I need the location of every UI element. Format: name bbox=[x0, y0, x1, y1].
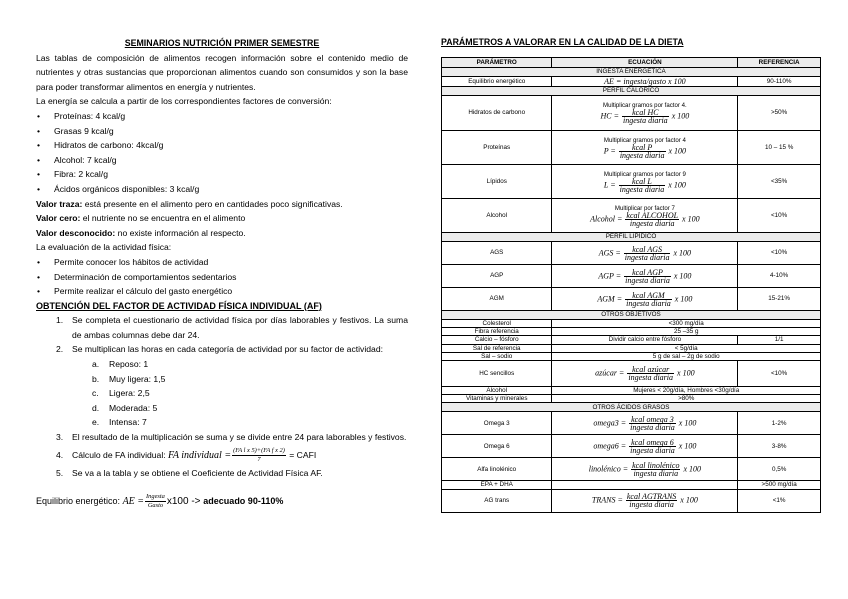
table-row: Omega 3 omega3 = $\frac{\text{kcal omega 3}}{\text{ingesta diaria}}$ x 100 1-2% bbox=[442, 412, 821, 435]
af-section-title: OBTENCIÓN DEL FACTOR DE ACTIVIDAD FÍSICA INDIVIDUAL (AF) bbox=[36, 300, 322, 311]
step-2-text: Se multiplican las horas en cada categoría de actividad por su factor de actividad: bbox=[72, 344, 383, 355]
left-column bbox=[36, 36, 408, 511]
factor-item: • Ácidos orgánicos disponibles: 3 kcal/g bbox=[36, 182, 408, 197]
eval-item: • Permite conocer los hábitos de actividad bbox=[36, 255, 408, 270]
table-row: HC sencillos azúcar = $\frac{\text{kcal azúcar}}{\text{ingesta diaria}}$ x 100 <10% bbox=[442, 361, 821, 387]
energy-balance: Equilibrio energético: AE = $\frac{\text{Ingesta}}{\text{Gasto}}$ x100 -> adecuado 90-110% bbox=[36, 493, 284, 510]
traza-text: está presente en el alimento pero en cantidades poco significativas. bbox=[82, 198, 343, 209]
table-row: EPA + DHA >500 mg/día bbox=[442, 481, 821, 489]
eval-item: • Determinación de comportamientos sedentarios bbox=[36, 270, 408, 285]
table-row: Hidratos de carbono Multiplicar gramos por factor 4. HC = $\frac{\text{kcal HC}}{\text{ingesta diaria}}$ x 100 >50% bbox=[442, 96, 821, 131]
step-1: 1. Se completa el cuestionario de actividad física por días laborables y festivos. La suma de ambas columnas debe dar 24. bbox=[56, 315, 408, 340]
cero-label: Valor cero: bbox=[36, 213, 81, 224]
activity-level: c. Ligera: 2,5 bbox=[92, 388, 150, 399]
table-row: Proteínas Multiplicar gramos por factor 4 P = $\frac{\text{kcal P}}{\text{ingesta diaria}}$ x 100 10 – 15 % bbox=[442, 131, 821, 165]
table-row: Omega 6 omega6 = $\frac{\text{kcal omega 6}}{\text{ingesta diaria}}$ x 100 3-8% bbox=[442, 435, 821, 458]
activity-level: e. Intensa: 7 bbox=[92, 417, 147, 428]
cero-definition bbox=[36, 211, 408, 226]
document-title: SEMINARIOS NUTRICIÓN PRIMER SEMESTRE bbox=[124, 38, 320, 48]
energy-line: La energía se calcula a partir de los correspondientes factores de conversión: bbox=[36, 96, 332, 107]
table-row: Fibra referencia 25 –35 g bbox=[442, 328, 821, 336]
balance-equation: AE = $\frac{\text{Ingesta}}{\text{Gasto}}$ x100 -> bbox=[122, 493, 204, 510]
cero-text: el nutriente no se encuentra en el alimento bbox=[80, 213, 246, 224]
table-row: Colesterol <300 mg/día bbox=[442, 320, 821, 328]
traza-definition bbox=[36, 197, 408, 212]
step-2: 2. Se multiplican las horas en cada categoría de actividad por su factor de actividad: bbox=[56, 344, 383, 355]
section-caloric: PERFIL CALÓRICO bbox=[442, 87, 821, 96]
step-1-text: Se completa el cuestionario de actividad física por días laborables y festivos. La suma de ambas columnas debe dar 24. bbox=[72, 315, 408, 340]
step-5-text: Se va a la tabla y se obtiene el Coeficiente de Actividad Física AF. bbox=[72, 467, 323, 478]
header-parametro: PARÁMETRO bbox=[442, 58, 552, 68]
factor-item: • Fibra: 2 kcal/g bbox=[36, 167, 408, 182]
table-row: Alfa linolénico linolénico = $\frac{\text{kcal linolénico}}{\text{ingesta diaria}}$ x 100 0,5% bbox=[442, 458, 821, 481]
desconocido-label: Valor desconocido: bbox=[36, 227, 116, 238]
balance-fraction: $\frac{\text{Ingesta}}{\text{Gasto}}$ bbox=[146, 493, 165, 510]
activity-level: b. Muy ligera: 1,5 bbox=[92, 373, 166, 384]
fa-fraction: $\frac{\text{(FA l x 5)+(FA f x 2)}}{7}$ bbox=[233, 446, 285, 463]
eval-line: La evaluación de la actividad física: bbox=[36, 242, 172, 253]
factor-item: • Proteínas: 4 kcal/g bbox=[36, 109, 408, 124]
activity-level: a. Reposo: 1 bbox=[92, 359, 149, 370]
section-other: OTROS OBJETIVOS bbox=[442, 311, 821, 320]
table-row: Equilibrio energético AE = ingesta/gasto x 100 90-110% bbox=[442, 77, 821, 87]
activity-level: d. Moderada: 5 bbox=[92, 402, 158, 413]
balance-result: adecuado 90-110% bbox=[203, 496, 284, 507]
table-row: Alcohol Mujeres < 20g/día, Hombres <30g/día bbox=[442, 387, 821, 395]
table-row: Vitaminas y minerales >80% bbox=[442, 395, 821, 403]
table-row: Lípidos Multiplicar gramos por factor 9 L = $\frac{\text{kcal L}}{\text{ingesta diaria}}$ x 100 <35% bbox=[442, 165, 821, 199]
table-row: Sal de referencia < 5g/día bbox=[442, 344, 821, 352]
step-3-text: El resultado de la multiplicación se suma y se divide entre 24 para laborables y festivos. bbox=[72, 432, 407, 443]
factor-item: • Grasas 9 kcal/g bbox=[36, 124, 408, 139]
step-3: 3. El resultado de la multiplicación se suma y se divide entre 24 para laborables y festivos. bbox=[56, 432, 407, 443]
intro-paragraph: Las tablas de composición de alimentos recogen información sobre el contenido medio de nutrientes y otras sustancias que proporcionan alimentos cuando son consumidos y son la base para poder transformar alimentos en energía y nutrientes. bbox=[36, 52, 408, 92]
table-row: Calcio – fósforo Dividir calcio entre fósforo 1/1 bbox=[442, 336, 821, 344]
desconocido-definition bbox=[36, 226, 408, 241]
header-ecuacion: ECUACIÓN bbox=[552, 58, 738, 68]
factor-item: • Hidratos de carbono: 4kcal/g bbox=[36, 138, 408, 153]
table-header-row bbox=[442, 58, 821, 68]
table-row: AG trans TRANS = $\frac{\text{kcal AGTRANS}}{\text{ingesta diaria}}$ x 100 <1% bbox=[442, 489, 821, 512]
step-4: 4. Cálculo de FA individual: FA individual = $\frac{\text{(FA l x 5)+(FA f x 2)}}{7}$ = CAFI bbox=[56, 446, 317, 463]
table-row: AGP AGP = $\frac{\text{kcal AGP}}{\text{ingesta diaria}}$ x 100 4-10% bbox=[442, 265, 821, 288]
table-row: AGM AGM = $\frac{\text{kcal AGM}}{\text{ingesta diaria}}$ x 100 15-21% bbox=[442, 288, 821, 311]
fa-equation: FA individual = $\frac{\text{(FA l x 5)+(FA f x 2)}}{7}$ bbox=[168, 446, 285, 463]
desconocido-text: no existe información al respecto. bbox=[115, 227, 246, 238]
step-5: 5. Se va a la tabla y se obtiene el Coeficiente de Actividad Física AF. bbox=[56, 467, 323, 478]
eval-item: • Permite realizar el cálculo del gasto energético bbox=[36, 284, 408, 299]
traza-label: Valor traza: bbox=[36, 198, 83, 209]
table-row: Sal – sodio 5 g de sal – 2g de sodio bbox=[442, 352, 821, 360]
table-row: Alcohol Multiplicar por factor 7 Alcohol = $\frac{\text{kcal ALCOHOL}}{\text{ingesta diaria}}$ x 100 <10% bbox=[442, 199, 821, 233]
section-fatty: OTROS ÁCIDOS GRASOS bbox=[442, 403, 821, 412]
section-energy: INGESTA ENERGÉTICA bbox=[442, 68, 821, 77]
section-lipid: PERFIL LIPÍDICO bbox=[442, 233, 821, 242]
factor-item: • Alcohol: 7 kcal/g bbox=[36, 153, 408, 168]
diet-quality-table bbox=[441, 57, 821, 513]
header-referencia: REFERENCIA bbox=[738, 58, 821, 68]
table-title: PARÁMETROS A VALORAR EN LA CALIDAD DE LA DIETA bbox=[441, 37, 684, 47]
table-row: AGS AGS = $\frac{\text{kcal AGS}}{\text{ingesta diaria}}$ x 100 <10% bbox=[442, 242, 821, 265]
